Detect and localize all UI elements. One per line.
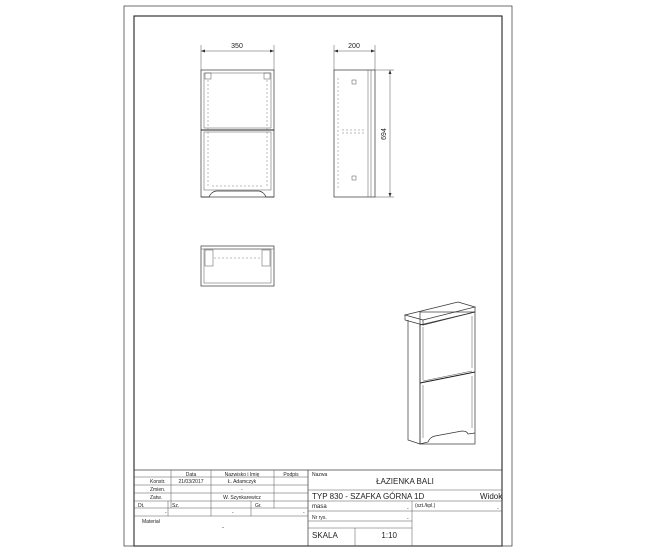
sz-label: Sz. bbox=[172, 503, 180, 509]
isometric-view bbox=[405, 302, 475, 444]
szt-value: - bbox=[497, 506, 499, 512]
row-zatw-name: W. Szynkarewicz bbox=[223, 495, 261, 501]
view-label: Widok bbox=[480, 492, 503, 501]
row-zatw-label: Zatw. bbox=[150, 495, 162, 501]
front-width-dimension: 350 bbox=[231, 43, 243, 50]
height-dimension: 694 bbox=[381, 128, 388, 140]
front-view bbox=[201, 43, 274, 197]
row-zmien-label: Zmien. bbox=[150, 487, 166, 493]
material-value: - bbox=[222, 525, 224, 531]
gr-label: Gr. bbox=[255, 503, 262, 509]
szt-label: (szt./kpl.) bbox=[415, 503, 436, 509]
header-date: Data bbox=[185, 472, 197, 478]
scale-value: 1:10 bbox=[381, 531, 397, 540]
row-zmien-name: - bbox=[241, 487, 243, 493]
side-view bbox=[334, 43, 394, 197]
row-konstr-date: 21/03/2017 bbox=[178, 479, 204, 485]
row-konstr-label: Konstr. bbox=[150, 479, 166, 485]
header-signature: Podpis bbox=[283, 472, 299, 478]
dash-2: - bbox=[232, 510, 234, 516]
dt-label: Dt. bbox=[138, 503, 145, 509]
masa-value: - bbox=[407, 506, 409, 512]
scale-label: SKALA bbox=[312, 531, 338, 540]
masa-label: masa bbox=[312, 504, 327, 510]
dash-1: - bbox=[165, 510, 167, 516]
product-name: TYP 830 - SZAFKA GÓRNA 1D bbox=[312, 492, 425, 501]
nazwa-label: Nazwa bbox=[312, 472, 328, 478]
nr-rys-value: - bbox=[407, 516, 409, 522]
dash-3: - bbox=[303, 510, 305, 516]
header-name: Nazwisko i Imię bbox=[224, 472, 260, 478]
sheet-border bbox=[124, 6, 512, 546]
collection-name: ŁAZIENKA BALI bbox=[376, 477, 434, 486]
top-view bbox=[201, 246, 274, 286]
frame-border bbox=[134, 16, 502, 546]
nr-rys-label: Nr rys. bbox=[312, 515, 327, 521]
side-depth-dimension: 200 bbox=[348, 43, 360, 50]
material-label: Materiał bbox=[142, 519, 160, 525]
row-konstr-name: Ł. Adamczyk bbox=[227, 479, 257, 485]
